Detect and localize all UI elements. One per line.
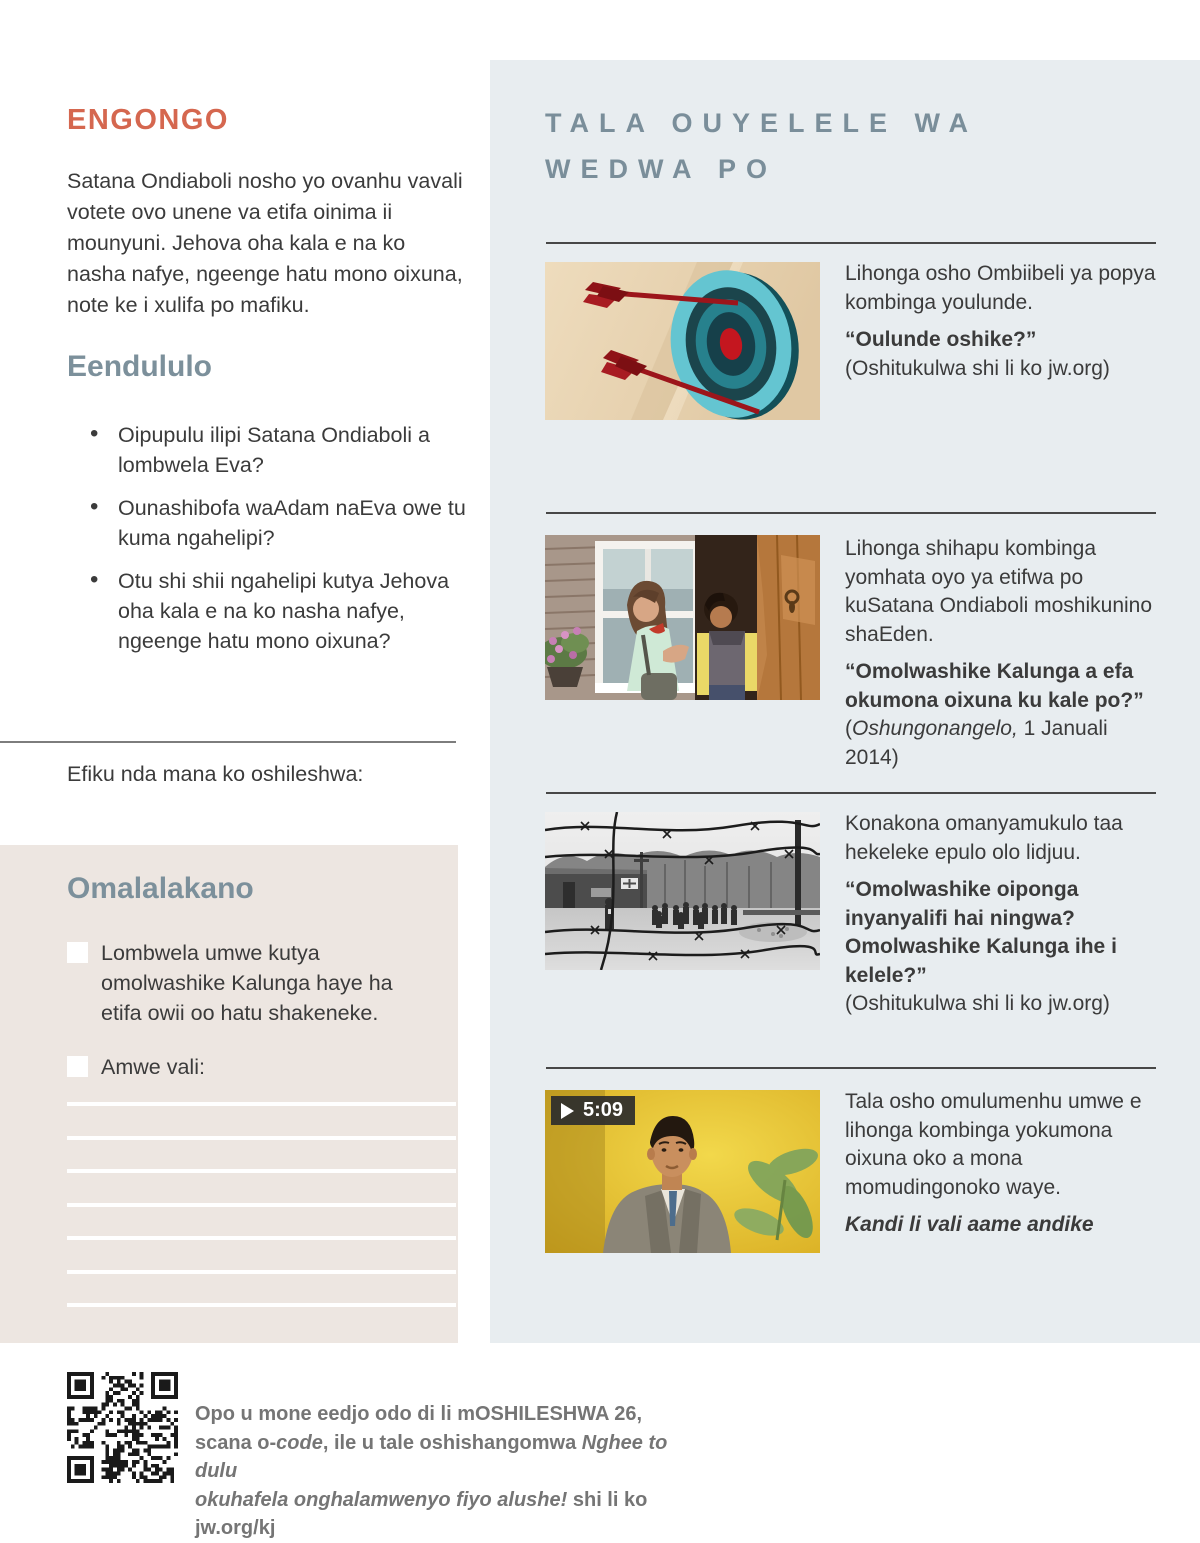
goal-text: Amwe vali: bbox=[101, 1055, 205, 1079]
answers-heading: Eendululo bbox=[67, 350, 212, 383]
wooden-door bbox=[757, 535, 820, 700]
question-item: • Otu shi shii ngahelipi kutya Jehova oha kala e na ko nasha nafye, ngeenge hatu mono oixuna? bbox=[88, 566, 474, 656]
footer-instructions: Opo u mone eedjo odo di li mOSHILESHWA 26, scana o-code, ile u tale oshishangomwa Nghee to dulu okuhafela onghalamwenyo fiyo alushe! shi li ko jw.org/kj bbox=[195, 1403, 668, 1539]
item-source: (Oshitukulwa shi li ko jw.org) bbox=[845, 992, 1110, 1015]
question-item: • Ounashibofa waAdam naEva owe tu kuma ngahelipi? bbox=[88, 493, 474, 553]
item-divider-rule bbox=[546, 512, 1156, 514]
interview-video-thumbnail[interactable] bbox=[545, 1090, 820, 1253]
item-source: (Oshitukulwa shi li ko jw.org) bbox=[845, 356, 1110, 380]
goal-text: Lombwela umwe kutya omolwashike Kalunga haye ha etifa owii oo hatu shakeneke. bbox=[101, 941, 393, 1025]
left-divider-rule bbox=[0, 741, 456, 743]
goals-box bbox=[0, 845, 458, 1343]
item-description: Tala osho omulumenhu umwe e lihonga kombinga yokumona oixuna oko a mona momudingonoko waye. bbox=[845, 1090, 1142, 1199]
goals-heading: Omalalakano bbox=[67, 872, 254, 905]
goal-row bbox=[67, 1052, 439, 1082]
writing-line bbox=[67, 1136, 456, 1140]
item-divider-rule bbox=[546, 792, 1156, 794]
question-item: • Oipupulu ilipi Satana Ondiaboli a lombwela Eva? bbox=[88, 420, 474, 480]
goal-checkbox[interactable] bbox=[67, 1056, 88, 1077]
writing-line bbox=[67, 1203, 456, 1207]
writing-line bbox=[67, 1303, 456, 1307]
topic-heading: ENGONGO bbox=[67, 104, 229, 136]
barracks bbox=[545, 868, 647, 908]
completion-date-label: Efiku nda mana ko oshileshwa: bbox=[67, 762, 364, 786]
item-description: Konakona omanyamukulo taa hekeleke epulo olo lidjuu. bbox=[845, 812, 1123, 864]
two-women-talking-at-door-photo bbox=[545, 535, 820, 700]
video-duration: 5:09 bbox=[583, 1099, 624, 1121]
item-divider-rule bbox=[546, 1067, 1156, 1069]
item-title: “Oulunde oshike?” bbox=[845, 328, 1037, 351]
media-item-text bbox=[845, 810, 1167, 1019]
footer-line1: Opo u mone eedjo odo di li mOSHILESHWA 26, bbox=[195, 1403, 643, 1425]
item-divider-rule bbox=[546, 242, 1156, 244]
writing-line bbox=[67, 1236, 456, 1240]
goal-checkbox[interactable] bbox=[67, 942, 88, 963]
item-title: “Omolwashike Kalunga a efa okumona oixuna ku kale po?” bbox=[845, 660, 1144, 712]
media-item-text bbox=[845, 260, 1167, 383]
writing-line bbox=[67, 1270, 456, 1274]
item-source: (Oshungonangelo, 1 Januali 2014) bbox=[845, 717, 1108, 769]
goal-row bbox=[67, 938, 439, 1028]
item-description: Lihonga shihapu kombinga yomhata oyo ya etifwa po kuSatana Ondiaboli moshikunino shaEden. bbox=[845, 537, 1153, 646]
item-description: Lihonga osho Ombiibeli ya popya kombinga youlunde. bbox=[845, 262, 1156, 314]
play-icon bbox=[561, 1103, 574, 1119]
item-note: Kandi li vali aame andike bbox=[845, 1213, 1094, 1236]
media-item-text bbox=[845, 535, 1167, 772]
item-title: “Omolwashike oiponga inyanyalifi hai ningwa? Omolwashike Kalunga ihe i kelele?” bbox=[845, 878, 1117, 987]
question-list bbox=[88, 420, 474, 669]
writing-line bbox=[67, 1102, 456, 1106]
video-duration-badge bbox=[551, 1096, 635, 1125]
media-item-text bbox=[845, 1088, 1167, 1240]
prison-camp-barbed-wire-photo bbox=[545, 812, 820, 970]
qr-code bbox=[67, 1372, 178, 1483]
target-with-arrows-illustration bbox=[545, 262, 820, 420]
writing-line bbox=[67, 1169, 456, 1173]
panel-heading: TALA OUYELELE WA WEDWA PO bbox=[545, 108, 977, 184]
topic-paragraph: Satana Ondiaboli nosho yo ovanhu vavali votete ovo unene va etifa oinima ii mounyuni. Jehova oha kala e na ko nasha nafye, ngeenge hatu mono oixuna, note ke i xulifa po mafiku. bbox=[67, 169, 463, 317]
